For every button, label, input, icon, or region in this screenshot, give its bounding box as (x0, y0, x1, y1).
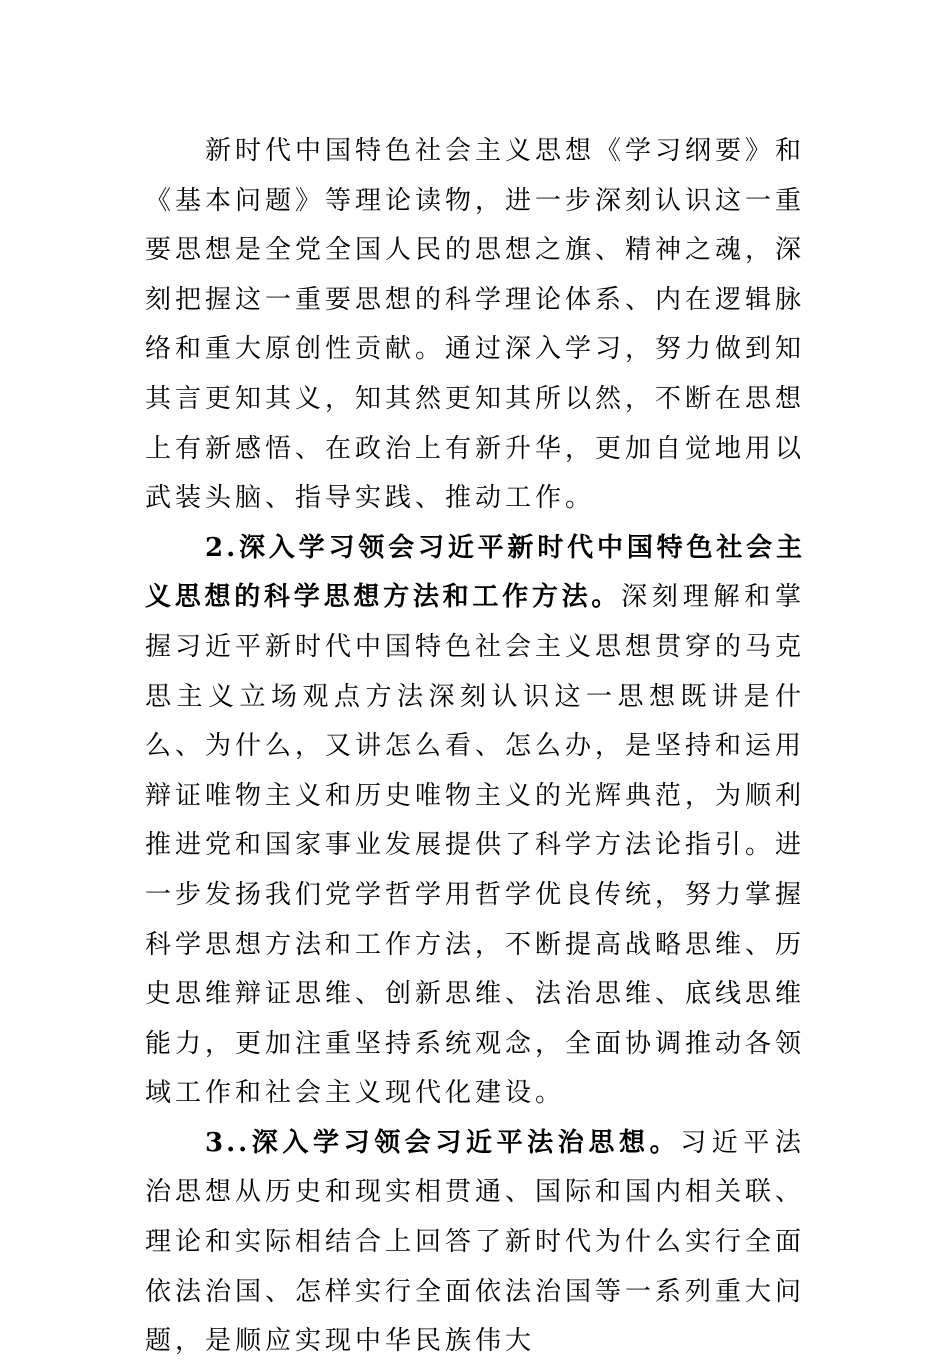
document-body (145, 127, 805, 1367)
paragraph-text: 新时代中国特色社会主义思想《学习纲要》和《基本问题》等理论读物，进一步深刻认识这一重要思想是全党全国人民的思想之旗、精神之魂，深刻把握这一重要思想的科学理论体系、内在逻辑脉络和重大原创性贡献。通过深入学习，努力做到知其言更知其义，知其然更知其所以然，不断在思想上有新感悟、在政治上有新升华，更加自觉地用以武装头脑、指导实践、推动工作。 (145, 136, 806, 514)
paragraph-text: 习近平法治思想从历史和现实相贯通、国际和国内相关联、理论和实际相结合上回答了新时代为什么实行全面依法治国、怎样实行全面依法治国等一系列重大问题，是顺应实现中华民族伟大 (145, 1127, 806, 1357)
paragraph-heading: 3..深入学习领会习近平法治思想。 (205, 1127, 681, 1158)
paragraph-item-3 (145, 1119, 805, 1367)
paragraph-continuation (145, 127, 805, 524)
paragraph-heading: 2.深入学习领会习近平新时代中国特色社会主义思想的科学思想方法和工作方法。 (145, 532, 805, 613)
paragraph-item-2 (145, 524, 805, 1119)
paragraph-text: 深刻理解和掌握习近平新时代中国特色社会主义思想贯穿的马克思主义立场观点方法深刻认识这一思想既讲是什么、为什么，又讲怎么看、怎么办，是坚持和运用辩证唯物主义和历史唯物主义的光辉典范，为顺利推进党和国家事业发展提供了科学方法论指引。进一步发扬我们党学哲学用哲学优良传统，努力掌握科学思想方法和工作方法，不断提高战略思维、历史思维辩证思维、创新思维、法治思维、底线思维能力，更加注重坚持系统观念，全面协调推动各领域工作和社会主义现代化建设。 (145, 582, 806, 1109)
